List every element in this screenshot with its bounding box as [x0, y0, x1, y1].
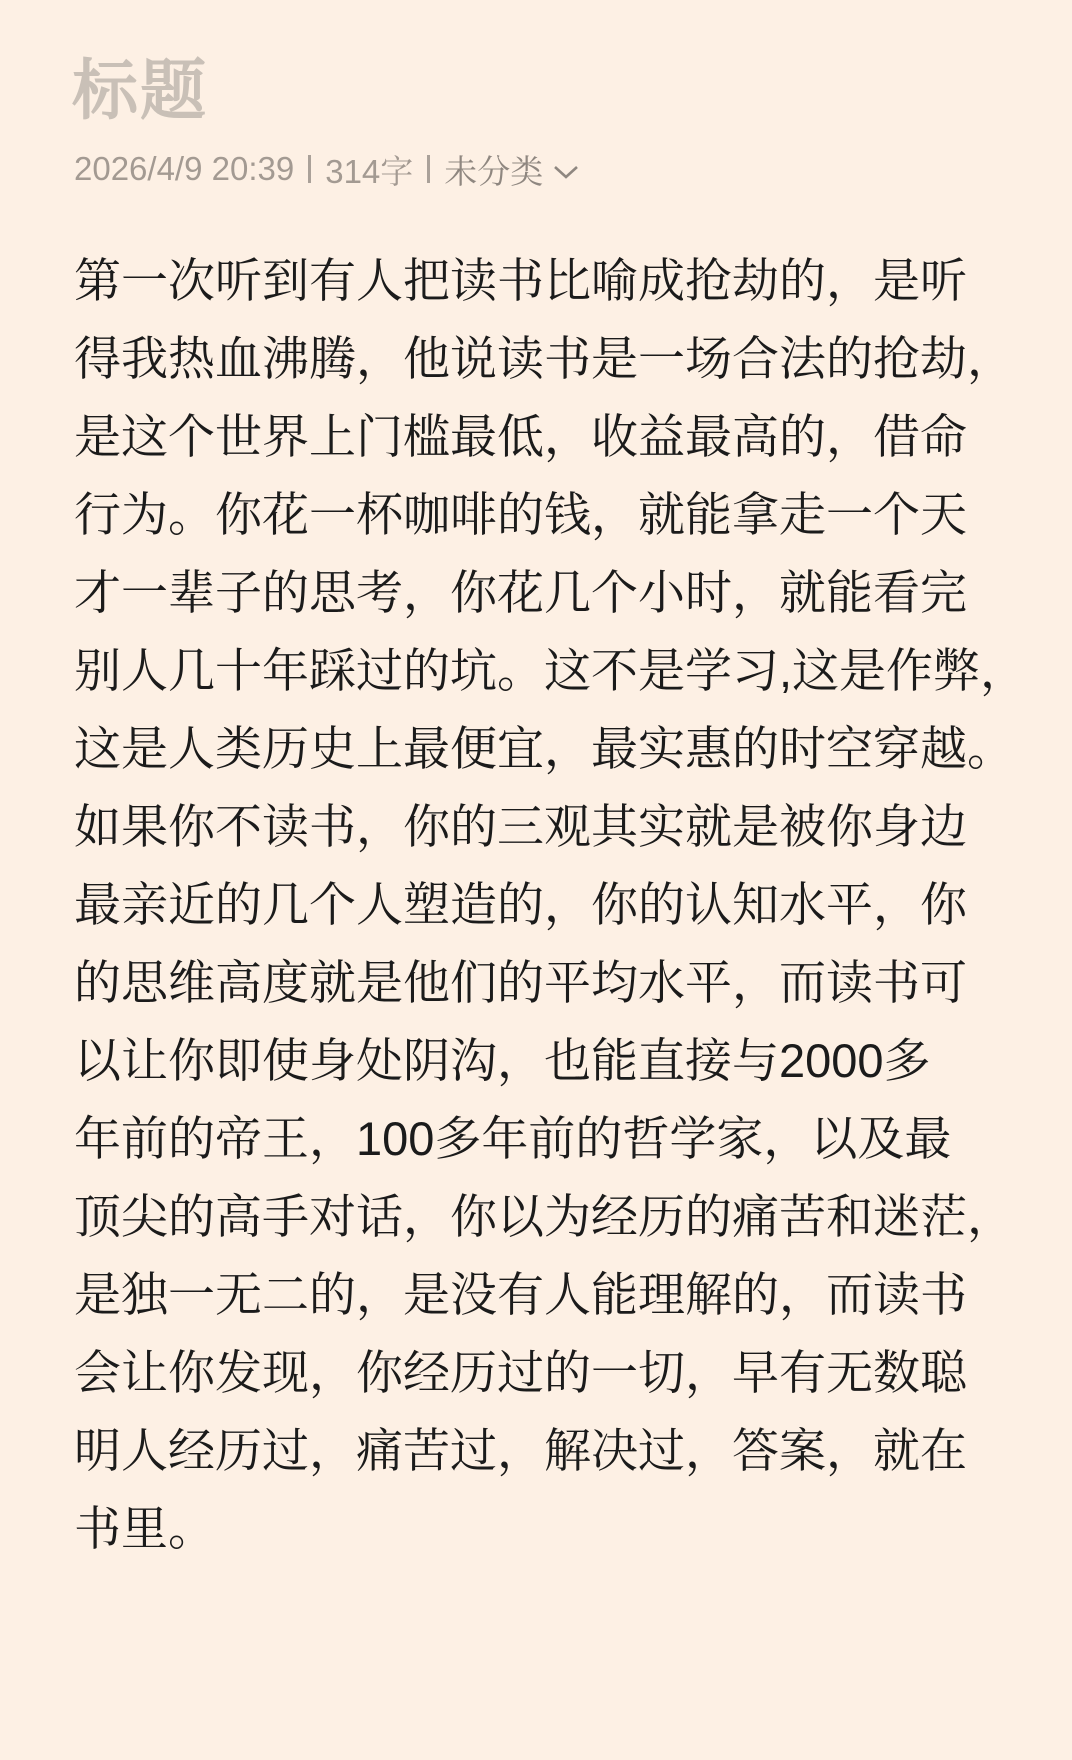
chevron-down-icon	[553, 150, 579, 188]
body-line: 第一次听到有人把读书比喻成抢劫的，是听	[74, 254, 967, 307]
note-date: 2026/4/9 20:39	[74, 150, 295, 187]
divider	[427, 155, 430, 183]
body-line: 这是人类历史上最便宜，最实惠的时空穿越。	[74, 722, 1014, 775]
note-meta	[74, 146, 579, 192]
body-line: 得我热血沸腾，他说读书是一场合法的抢劫，	[74, 332, 1014, 385]
body-line: 书里。	[74, 1502, 215, 1555]
note-body[interactable]	[74, 242, 1027, 1568]
body-line: 的思维高度就是他们的平均水平，而读书可	[74, 956, 967, 1009]
body-line: 顶尖的高手对话，你以为经历的痛苦和迷茫，	[74, 1190, 1014, 1243]
body-line: 是独一无二的，是没有人能理解的，而读书	[74, 1268, 967, 1321]
word-count: 314字	[325, 152, 414, 190]
body-line: 别人几十年踩过的坑。这不是学习,这是作弊，	[74, 644, 1028, 697]
body-line: 以让你即使身处阴沟，也能直接与2000多	[74, 1034, 931, 1087]
body-line: 行为。你花一杯咖啡的钱，就能拿走一个天	[74, 488, 967, 541]
body-line: 才一辈子的思考，你花几个小时，就能看完	[74, 566, 967, 619]
body-line: 如果你不读书，你的三观其实就是被你身边	[74, 800, 967, 853]
body-line: 最亲近的几个人塑造的，你的认知水平，你	[74, 878, 967, 931]
body-line: 是这个世界上门槛最低，收益最高的，借命	[74, 410, 967, 463]
divider	[308, 155, 311, 183]
body-line: 会让你发现，你经历过的一切，早有无数聪	[74, 1346, 967, 1399]
note-title[interactable]: 标题	[72, 53, 208, 127]
category-dropdown[interactable]	[444, 146, 579, 193]
category-label: 未分类	[444, 152, 544, 190]
body-line: 年前的帝王，100多年前的哲学家，以及最	[74, 1112, 952, 1165]
body-line: 明人经历过，痛苦过，解决过，答案，就在	[74, 1424, 967, 1477]
